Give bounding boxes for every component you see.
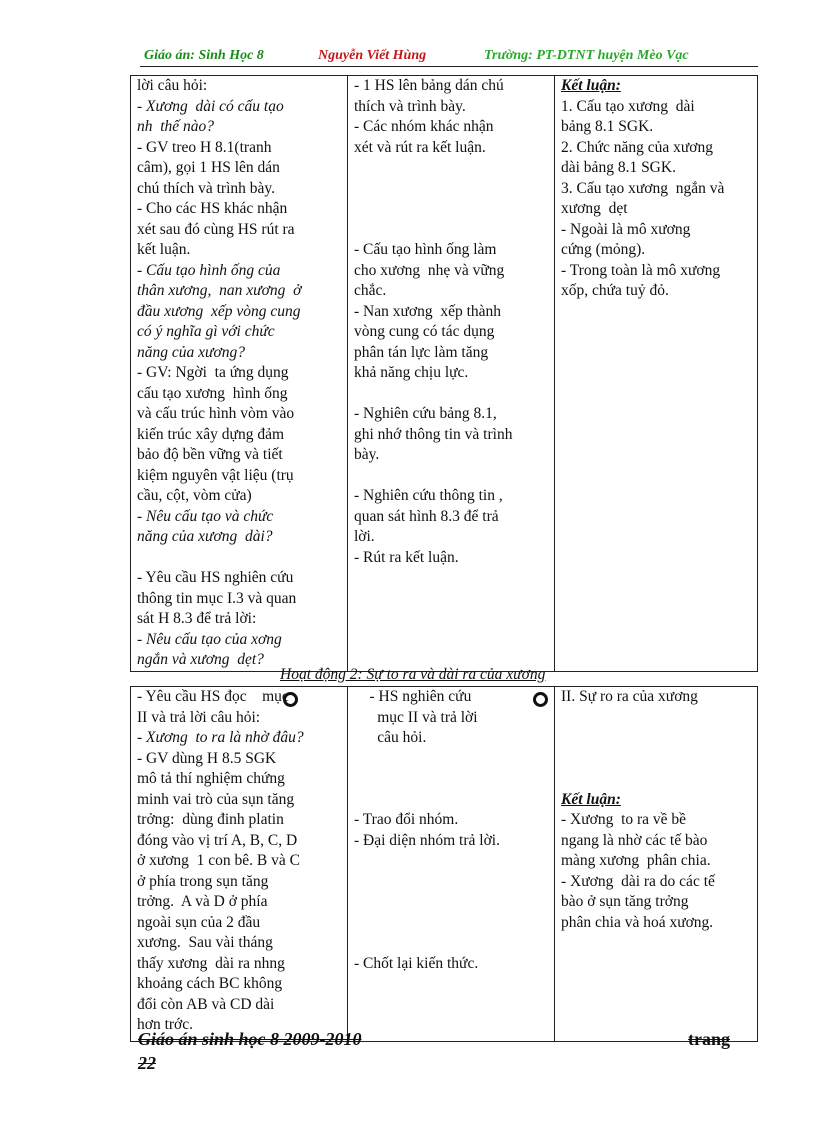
text-line: ở phía trong sụn tăng xyxy=(137,872,269,890)
text-line: ngang là nhờ các tế bào xyxy=(561,831,708,849)
text-line: - GV treo H 8.1(tranh xyxy=(137,138,272,156)
text-line: thích và trình bày. xyxy=(354,97,466,115)
text-line: ngoài sụn của 2 đầu xyxy=(137,913,261,931)
text-line: cấu tạo xương hình ống xyxy=(137,384,288,402)
text-line: hơn trớc. xyxy=(137,1016,193,1033)
circle-bullet-icon xyxy=(283,692,298,707)
text-line: chắc. xyxy=(354,282,387,299)
header-rule xyxy=(140,66,758,67)
text-line xyxy=(354,769,548,790)
text-line: kiến trúc xây dựng đảm xyxy=(137,425,285,443)
text-line xyxy=(354,892,548,913)
student-activity-cell xyxy=(348,76,555,672)
text-line: minh vai trò của sụn tăng xyxy=(137,790,295,808)
text-line: cho xương nhẹ và vững xyxy=(354,261,505,279)
text-line: thân xương, nan xương ở xyxy=(137,282,302,299)
text-line: II và trả lời câu hỏi: xyxy=(137,708,261,726)
text-line: xốp, chứa tuỷ đỏ. xyxy=(561,282,669,299)
text-line: cầu, cột, vòm cửa) xyxy=(137,487,252,504)
text-line: câm), gọi 1 HS lên dán xyxy=(137,159,280,176)
table-row xyxy=(131,687,758,1042)
text-line xyxy=(354,790,548,811)
text-line: bảo độ bền vững và tiết xyxy=(137,446,283,463)
text-line: - Xương to ra là nhờ đâu? xyxy=(137,729,304,746)
text-line: 3. Cấu tạo xương ngắn và xyxy=(561,179,725,197)
text-line: - Xương dài ra do các tế xyxy=(561,872,715,890)
text-line xyxy=(354,933,548,954)
text-line: - Cấu tạo hình ống làm xyxy=(354,241,497,258)
text-line: - Trao đổi nhóm. xyxy=(354,811,459,828)
text-line: - Nêu cấu tạo của xơng xyxy=(137,630,282,648)
text-line: 1. Cấu tạo xương dài xyxy=(561,97,695,115)
text-line: bào ở sụn tăng trởng xyxy=(561,893,689,910)
text-line: vòng cung có tác dụng xyxy=(354,323,495,340)
footer-page-label: trang xyxy=(688,1029,730,1049)
page-header xyxy=(140,46,760,68)
activity2-table xyxy=(130,686,758,1042)
text-line: - Đại diện nhóm trả lời. xyxy=(354,831,500,849)
text-line: năng của xương? xyxy=(137,343,245,361)
text-line: năng của xương dài? xyxy=(137,528,273,545)
text-line: - Nan xương xếp thành xyxy=(354,302,502,320)
text-line xyxy=(561,769,751,790)
text-line: - 1 HS lên bảng dán chú xyxy=(354,77,504,94)
text-line: - Nghiên cứu thông tin , xyxy=(354,487,503,504)
text-line: xét sau đó cùng HS rút ra xyxy=(137,220,295,238)
text-line: - Nêu cấu tạo và chức xyxy=(137,507,274,525)
teacher-activity-cell xyxy=(131,687,348,1042)
text-line xyxy=(354,466,548,487)
text-line: - Yêu cầu HS nghiên cứu xyxy=(137,569,294,586)
text-line xyxy=(354,749,548,770)
text-line: - HS nghiên cứu xyxy=(354,688,472,705)
text-line: - Xương to ra về bề xyxy=(561,811,687,828)
text-line: đầu xương xếp vòng cung xyxy=(137,302,301,320)
text-line xyxy=(354,179,548,200)
text-line: xét và rút ra kết luận. xyxy=(354,138,486,156)
conclusion-heading: Kết luận: xyxy=(561,77,621,94)
page-number: 22 xyxy=(138,1053,156,1073)
text-line: - Trong toàn là mô xương xyxy=(561,261,721,279)
text-line: - Nghiên cứu bảng 8.1, xyxy=(354,405,497,422)
text-line xyxy=(354,158,548,179)
text-line: và cấu trúc hình vòm vào xyxy=(137,405,295,422)
text-line xyxy=(354,851,548,872)
text-line: lời. xyxy=(354,528,375,545)
text-line: mục II và trả lời xyxy=(354,708,478,726)
text-line: ở xương 1 con bê. B và C xyxy=(137,852,300,869)
text-line: ghi nhớ thông tin và trình xyxy=(354,425,513,443)
text-line: quan sát hình 8.3 để trả xyxy=(354,507,499,525)
text-line xyxy=(561,708,751,729)
text-line: đổi còn AB và CD dài xyxy=(137,995,275,1013)
table-row xyxy=(131,76,758,672)
text-line: - Cấu tạo hình ống của xyxy=(137,261,281,279)
text-line: bảng 8.1 SGK. xyxy=(561,118,654,135)
text-line: trởng: dùng đinh platin xyxy=(137,811,284,828)
text-line xyxy=(354,384,548,405)
text-line: đóng vào vị trí A, B, C, D xyxy=(137,831,298,849)
text-line: bày. xyxy=(354,446,380,463)
content-cell xyxy=(555,76,758,672)
text-line: khả năng chịu lực. xyxy=(354,364,469,381)
text-line: ngắn và xương dẹt? xyxy=(137,651,264,668)
text-line: II. Sự ro ra của xương xyxy=(561,688,698,705)
text-line: màng xương phân chia. xyxy=(561,852,711,869)
teacher-activity-cell xyxy=(131,76,348,672)
footer-title: Giáo án sinh học 8 2009-2010 xyxy=(138,1029,362,1049)
text-line xyxy=(137,548,341,569)
text-line: 2. Chức năng của xương xyxy=(561,138,713,156)
text-line: - Rút ra kết luận. xyxy=(354,548,459,566)
text-line: kiệm nguyên vật liệu (trụ xyxy=(137,466,294,484)
activity2-title: Hoạt động 2: Sự to ra và dài ra của xương xyxy=(280,666,546,683)
text-line: sát H 8.3 để trả lời: xyxy=(137,610,257,627)
text-line xyxy=(354,220,548,241)
text-line: dài bảng 8.1 SGK. xyxy=(561,159,676,176)
content-cell xyxy=(555,687,758,1042)
text-line: mô tả thí nghiệm chứng xyxy=(137,770,285,787)
text-line: thông tin mục I.3 và quan xyxy=(137,589,297,607)
text-line: chú thích và trình bày. xyxy=(137,179,276,197)
text-line: - Ngoài là mô xương xyxy=(561,220,691,238)
text-line: - Chốt lại kiến thức. xyxy=(354,954,479,972)
text-line: lời câu hỏi: xyxy=(137,77,208,94)
text-line xyxy=(354,199,548,220)
text-line: xương. Sau vài tháng xyxy=(137,934,273,951)
text-line: - GV: Ngời ta ứng dụng xyxy=(137,364,289,381)
text-line: khoảng cách BC không xyxy=(137,975,283,992)
text-line: cứng (mỏng). xyxy=(561,241,646,258)
header-school: Trường: PT-DTNT huyện Mèo Vạc xyxy=(484,48,689,63)
text-line: - GV dùng H 8.5 SGK xyxy=(137,749,277,767)
text-line: - Xương dài có cấu tạo xyxy=(137,97,284,115)
text-line: kết luận. xyxy=(137,241,191,258)
text-line xyxy=(354,913,548,934)
text-line: - Các nhóm khác nhận xyxy=(354,118,494,135)
text-line: - Cho các HS khác nhận xyxy=(137,200,288,217)
text-line: có ý nghĩa gì với chức xyxy=(137,323,275,340)
text-line: xương dẹt xyxy=(561,200,628,217)
header-lesson-plan: Giáo án: Sinh Học 8 xyxy=(144,48,264,63)
text-line xyxy=(561,749,751,770)
text-line: phân chia và hoá xương. xyxy=(561,913,714,931)
text-line: - Yêu cầu HS đọc mục xyxy=(137,688,289,705)
header-author: Nguyễn Viết Hùng xyxy=(318,48,427,63)
text-line: phân tán lực làm tăng xyxy=(354,343,489,361)
activity1-table xyxy=(130,75,758,672)
circle-bullet-icon xyxy=(533,692,548,707)
text-line: nh thế nào? xyxy=(137,118,215,135)
student-activity-cell xyxy=(348,687,555,1042)
text-line xyxy=(561,728,751,749)
text-line: trởng. A và D ở phía xyxy=(137,893,268,910)
text-line: câu hỏi. xyxy=(354,729,427,746)
text-line xyxy=(354,872,548,893)
conclusion-heading: Kết luận: xyxy=(561,790,621,808)
text-line: thấy xương dài ra nhng xyxy=(137,954,285,972)
page-footer xyxy=(138,1029,758,1059)
